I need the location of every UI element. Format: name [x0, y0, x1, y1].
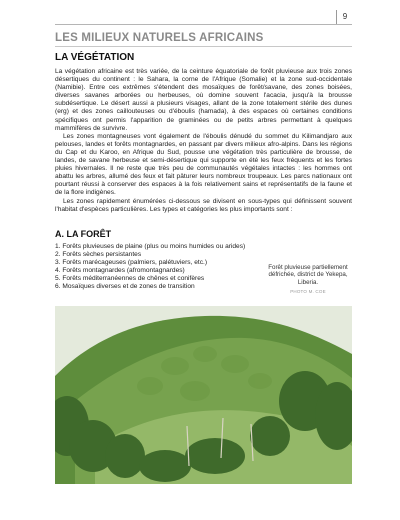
page-number: 9 [336, 10, 353, 24]
forest-type-item: 2. Forêts sèches persistantes [55, 251, 142, 259]
forest-type-item: 6. Mosaïques diverses et de zones de transition [55, 283, 195, 291]
forest-type-item: 4. Forêts montagnardes (afromontagnardes) [55, 267, 185, 275]
body-text [55, 68, 352, 214]
paragraph-zones: Les zones rapidement énumérées ci-dessous se divisent en sous-types qui définissent souvent l'habitat d'espèces particulières. Les types et catégories les plus importants sont : [55, 197, 352, 213]
top-rule [55, 24, 352, 25]
forest-type-list [55, 243, 255, 292]
title-rule [55, 46, 352, 47]
vegetation-heading: LA VÉGÉTATION [55, 52, 135, 63]
forest-type-item: 5. Forêts méditerranéennes de chênes et conifères [55, 275, 205, 283]
paragraph-intro: La végétation africaine est très variée, de la ceinture équatoriale de forêt pluvieuse aux trois zones désertiques du continent : le Sahara, la corne de l'Afrique (Somalie) et la zone sud-occidentale (Namibie). Entre ces extrêmes s'étendent des mosaïques de forêt/savane, des zones boisées, diverses savanes arborées ou herbeuses, où domine souvent l'acacia, jusqu'à la brousse subdésertique. Le désert aussi a plusieurs visages, allant de la zone totalement stérile des dunes (erg) et des zones caillouteuses ou d'éboulis (hamada), à des espaces où certaines conditions spécifiques ont permis l'apparition de graminées ou de petits arbres permettant à quelques mammifères de survivre. [55, 68, 352, 132]
paragraph-mountains: Les zones montagneuses vont également de l'éboulis dénudé du sommet du Kilimandjaro aux pelouses, landes et forêts montagnardes, en passant par divers milieux afro-alpins. Dans les régions du Cap et du Karoo, en Afrique du Sud, pousse une végétation très particulière de brousse, de landes, de savane herbeuse et semi-désertique qui supporte en été les feux fréquents et les fortes pluies hivernales. Il ne reste que très peu de communautés végétales intactes : les hommes ont abattu les arbres, allumé des feux et fait pâturer leurs nombreux troupeaux. Les parcs nationaux ont pourtant réussi à conserver des espaces à la fois relativement sains et représentatifs de la faune et de la flore indigènes. [55, 132, 352, 197]
forest-type-item: 3. Forêts marécageuses (palmiers, palétuviers, etc.) [55, 259, 208, 267]
photo-credit: PHOTO M. COE [290, 289, 326, 294]
section-title: LES MILIEUX NATURELS AFRICAINS [55, 32, 264, 44]
forest-type-item: 1. Forêts pluvieuses de plaine (plus ou moins humides ou arides) [55, 243, 246, 250]
forest-photo [55, 306, 352, 484]
photo-caption: Forêt pluvieuse partiellement défrichée, district de Yekepa, Liberia. [268, 264, 348, 286]
forest-heading: A. LA FORÊT [55, 229, 112, 239]
